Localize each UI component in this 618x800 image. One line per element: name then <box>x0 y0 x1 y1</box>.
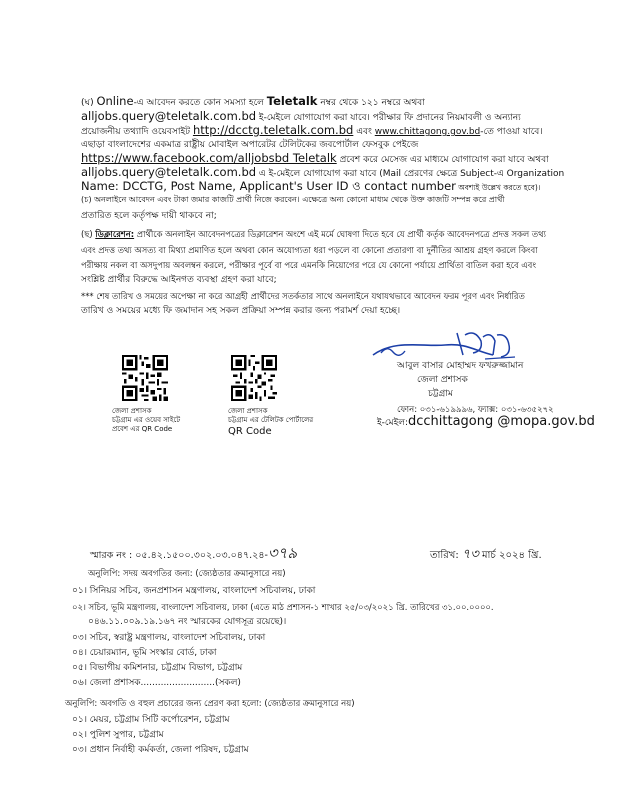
para-gha-line1 <box>81 95 425 109</box>
copy1-heading: অনুলিপি: সদয় অবগতির জন্য: (জ্যেষ্ঠতার ক্রমানুসারে নয়) <box>88 569 286 579</box>
date-handwritten: ৭৩ <box>461 547 479 562</box>
para-chha-line3: পরীক্ষায় নকল বা অসদুপায় অবলম্বন করলে, পরীক্ষার পূর্বে বা পরে এমনকি নিয়োগের পরে যে কোনো পর্যায়ে প্রার্থিতা বাতিল করা হবে এবং <box>81 260 536 270</box>
online-text: Online <box>96 94 134 108</box>
para-gha-line7-text: Name: DCCTG, Post Name, Applicant's User ID ও contact number <box>81 179 456 193</box>
qr2-caption-2: চট্টগ্রাম এর টেলিটক পোর্টালের <box>228 416 314 424</box>
copy1-item: ০৫। বিভাগীয় কমিশনার, চট্টগ্রাম বিভাগ, চট্টগ্রাম <box>72 663 243 673</box>
memo-date <box>430 549 542 562</box>
alljobs-email-2[interactable]: alljobs.query@teletalk.com.bd <box>81 165 257 179</box>
alljobs-email-1[interactable]: alljobs.query@teletalk.com.bd <box>81 109 257 123</box>
para-gha-line2 <box>81 110 521 124</box>
note-line2: তারিখ ও সময়ের মধ্যে ফি জমাদান সহ সকল প্রক্রিয়া সম্পন্ন করার জন্য পরামর্শ দেয়া হচ্ছে। <box>81 306 401 316</box>
para-gha-line4: এছাড়া বাংলাদেশের একমাত্র রাষ্ট্রীয় মোবাইল অপারেটর টেলিটকের জবপোর্টাল ফেসবুক পেইজে <box>81 140 419 150</box>
copy1-item: ০৬। জেলা প্রশাসক..........................(সকল) <box>72 678 241 688</box>
para-chha-line1 <box>81 228 546 240</box>
teletalk-text: Teletalk <box>266 94 318 108</box>
para-gha-and: এবং <box>353 127 375 137</box>
dc-email-link[interactable]: dcchittagong @mopa.gov.bd <box>408 414 595 429</box>
signatory-place: চট্টগ্রাম <box>428 389 453 399</box>
para-gha-line7 <box>81 180 540 194</box>
para-gha-line7-rest: অবশ্যই উল্লেখ করতে হবে)। <box>455 183 541 192</box>
note-line1: *** শেষ তারিখ ও সময়ের অপেক্ষা না করে আগ্রহী প্রার্থীদের সতর্কতার সাথে অনলাইনে যথাযথভাবে আবেদন ফরম পূরণ এবং নির্ধারিত <box>81 291 525 301</box>
signatory-name: আবুল বাসার মোহাম্মদ ফখরুজ্জামান <box>397 361 524 371</box>
para-gha-line5-rest: প্রবেশ করে মেসেজ এর মাধ্যমে যোগাযোগ করা যাবে অথবা <box>336 155 549 165</box>
signatory-phone-fax: ফোন: ০৩১-৬১৯৯৯৬, ফ্যাক্স: ০৩১-৬৩৫২৭২ <box>397 405 554 415</box>
para-gha-mid: -এ আবেদন করতে কোন সমস্যা হলে <box>133 98 267 108</box>
copy1-item: ০৩। সচিব, স্বরাষ্ট্র মন্ত্রণালয়, বাংলাদেশ সচিবালয়, ঢাকা <box>72 633 266 643</box>
para-cha-line2: প্রতারিত হলে কর্তৃপক্ষ দায়ী থাকবে না; <box>81 211 217 221</box>
dcctg-teletalk-link[interactable]: http://dcctg.teletalk.com.bd <box>192 123 354 137</box>
date-month-year: মার্চ ২০২৪ খ্রি. <box>481 550 542 561</box>
para-gha-line6 <box>81 166 564 180</box>
copy1-item: ০১। সিনিয়র সচিব, জনপ্রশাসন মন্ত্রণালয়, বাংলাদেশ সচিবালয়, ঢাকা <box>72 586 316 596</box>
qr2-caption-3: QR Code <box>228 426 272 437</box>
dc-website-qr-code <box>122 355 168 401</box>
copy1-item: ০২। সচিব, ভূমি মন্ত্রণালয়, বাংলাদেশ সচিবালয়, ঢাকা (এতে মাঠ প্রশাসন-১ শাখার ২৫/০৩/২০২১ খ্রি. তারিখের ৩১.০০.০০০০. <box>72 602 494 612</box>
para-chha-prefix: (ছ) <box>81 229 96 239</box>
qr1-caption-3: প্রবেশ এর QR Code <box>112 425 173 433</box>
para-gha-line3-text: প্রয়োজনীয় তথ্যাদি ওয়েবসাইট <box>81 127 193 137</box>
copy2-heading: অনুলিপি: অবগতি ও বহুল প্রচারের জন্য প্রেরণ করা হলো: (জ্যেষ্ঠতার ক্রমানুসারে নয়) <box>65 699 355 709</box>
qr-code-icon <box>122 355 168 401</box>
memo-ref-handwritten: ৩৭৯ <box>267 544 298 562</box>
para-gha-line6-rest: এ ই-মেইলে যোগাযোগ করা যাবে (Mail প্রেরণের ক্ষেত্রে Subject-এ Organization <box>256 169 565 179</box>
memo-reference <box>90 544 298 562</box>
teletalk-portal-qr-code <box>231 355 277 401</box>
para-gha-line3-end: -তে পাওয়া যাবে। <box>480 127 543 137</box>
qr-code-icon <box>231 355 277 401</box>
qr1-caption-1: জেলা প্রশাসক <box>112 407 152 415</box>
para-chha-line1-rest: প্রার্থীকে অনলাইন আবেদনপত্রের ডিক্লারেশন অংশে এই মর্মে ঘোষণা দিতে হবে যে প্রার্থী কর্তৃক আবেদনপত্রে প্রদত্ত সকল তথ্য <box>134 229 546 239</box>
date-label: তারিখ: <box>430 550 459 561</box>
copy1-item: ০৪। চেয়ারম্যান, ভূমি সংস্কার বোর্ড, ঢাকা <box>72 648 217 658</box>
declaration-heading: ডিক্লারেশন: <box>95 229 135 239</box>
qr2-caption-1: জেলা প্রশাসক <box>228 407 268 415</box>
copy2-item: ০২। পুলিশ সুপার, চট্টগ্রাম <box>72 730 164 740</box>
para-cha-line1: (চ) অনলাইনে আবেদন এবং টাকা জমার কাজটি প্রার্থী নিজে করবেন। এক্ষেত্রে অন্য কোনো মাধ্যম থেকে উক্ত কাজটি সম্পন্ন করে প্রার্থী <box>81 195 505 204</box>
signatory-title: জেলা প্রশাসক <box>417 375 468 385</box>
qr1-caption-2: চট্টগ্রাম এর ওয়েব সাইটে <box>112 416 181 424</box>
para-gha-prefix: (ঘ) <box>81 98 97 108</box>
para-gha-line3 <box>81 124 543 138</box>
signatory-email-line <box>377 416 595 429</box>
copy2-item: ০৩। প্রধান নির্বাহী কর্মকর্তা, জেলা পরিষদ, চট্টগ্রাম <box>72 745 249 755</box>
para-chha-line4: সংশ্লিষ্ট প্রার্থীর বিরুদ্ধে আইনগত ব্যবস্থা গ্রহণ করা যাবে; <box>81 275 277 285</box>
copy1-item: ০৪৬.১১.০০৯.১৯.১৬৭ নং স্মারকের যোগসূত্র রয়েছে)। <box>88 617 287 627</box>
para-gha-line5 <box>81 152 549 166</box>
para-gha-end: নম্বর থেকে ১২১ নম্বরে অথবা <box>317 98 425 108</box>
facebook-alljobs-link[interactable]: https://www.facebook.com/alljobsbd Teletalk <box>81 151 337 165</box>
copy2-item: ০১। মেয়র, চট্টগ্রাম সিটি কর্পোরেশন, চট্টগ্রাম <box>72 715 230 725</box>
memo-ref-number: স্মারক নং : ০৫.৪২.১৫০০.৩০২.০৩.০৪৭.২৪- <box>90 550 268 561</box>
para-chha-line2: এবং প্রদত্ত তথ্য অসত্য বা মিথ্যা প্রমাণিত হলে অথবা কোন অযোগ্যতা ধরা পড়লে বা কোনো প্রতারণা বা দুর্নীতির আশ্রয় গ্রহণ করলে কিংবা <box>81 245 538 255</box>
para-gha-line2-rest: ই-মেইলে যোগাযোগ করা যাবে। পরীক্ষার ফি প্রদানের নিয়মাবলী ও অন্যান্য <box>256 113 521 123</box>
email-label: ই-মেইল: <box>377 418 408 428</box>
chittagong-gov-link[interactable]: www.chittagong.gov.bd <box>374 127 481 137</box>
